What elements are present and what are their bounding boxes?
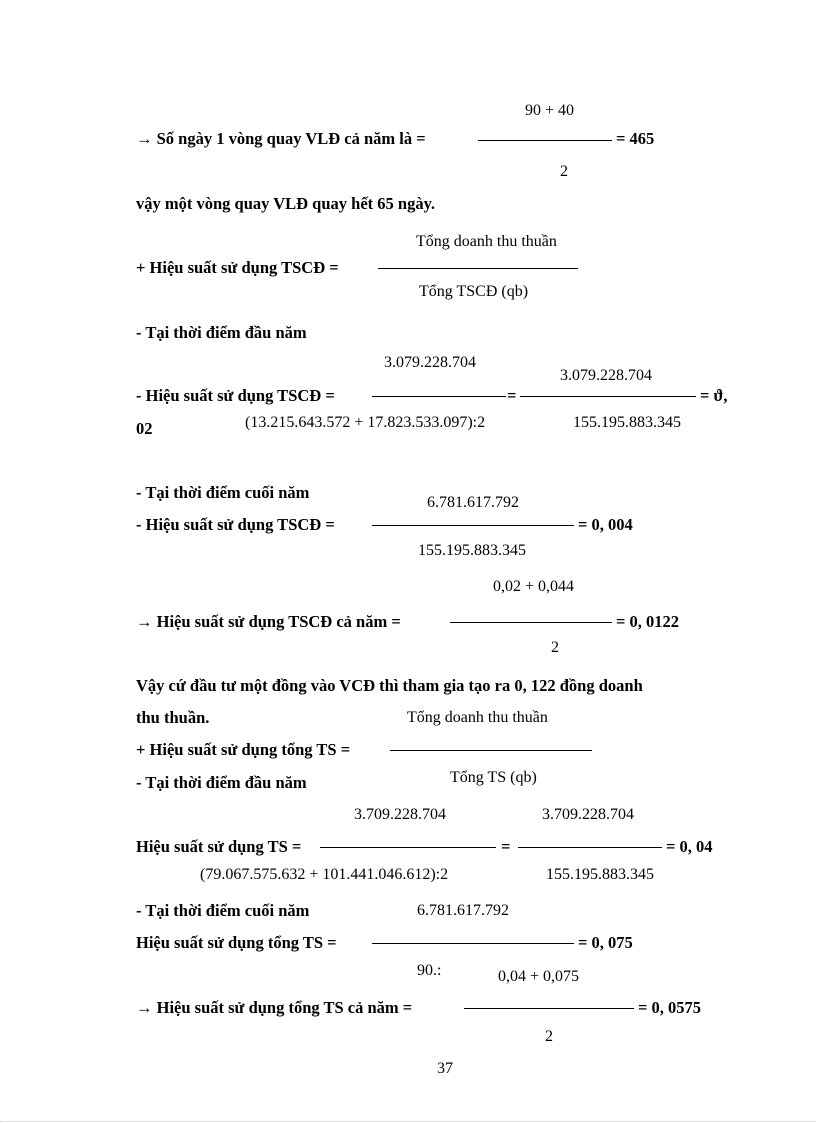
fraction-bar — [390, 750, 592, 751]
section-heading: - Tại thời điểm cuối năm — [136, 483, 310, 502]
paragraph-text: thu thuần. — [136, 708, 210, 727]
page-bottom-border — [0, 1121, 816, 1122]
fraction-denominator: 155.195.883.345 — [546, 866, 654, 883]
section-heading: - Tại thời điểm đầu năm — [136, 773, 307, 792]
formula-result: = 0, 04 — [666, 837, 713, 856]
formula-result-continuation: 02 — [136, 419, 153, 438]
fraction-numerator: 0,04 + 0,075 — [498, 968, 580, 985]
fraction-numerator: 90 + 40 — [525, 102, 575, 119]
fraction-numerator: 3.079.228.704 — [384, 354, 476, 371]
fraction-denominator: (13.215.643.572 + 17.823.533.097):2 — [245, 414, 486, 431]
formula-label: Hiệu suất sử dụng tổng TS = — [136, 933, 337, 952]
formula-result: = 0, 004 — [578, 515, 633, 534]
fraction-denominator: 2 — [545, 1028, 553, 1045]
fraction-denominator: (79.067.575.632 + 101.441.046.612):2 — [200, 866, 449, 883]
formula-label: - Hiệu suất sử dụng TSCĐ = — [136, 515, 335, 534]
fraction-numerator: Tổng doanh thu thuần — [416, 233, 557, 250]
section-heading: - Tại thời điểm cuối năm — [136, 901, 310, 920]
fraction-bar — [520, 396, 696, 397]
fraction-bar — [464, 1008, 634, 1009]
formula-result: = ϑ, — [700, 386, 728, 405]
fraction-denominator: Tổng TSCĐ (qb) — [419, 283, 529, 300]
fraction-numerator: 6.781.617.792 — [417, 902, 509, 919]
fraction-denominator: 155.195.883.345 — [418, 542, 526, 559]
equals-sign: = — [507, 386, 517, 405]
fraction-numerator: 3.709.228.704 — [542, 806, 634, 823]
fraction-bar — [518, 847, 662, 848]
fraction-denominator: 2 — [551, 639, 559, 656]
fraction-bar — [478, 140, 612, 141]
formula-label: - Hiệu suất sử dụng TSCĐ = — [136, 386, 335, 405]
formula-label: → Số ngày 1 vòng quay VLĐ cả năm là = — [136, 129, 426, 148]
page-number: 37 — [437, 1060, 453, 1077]
fraction-numerator: 6.781.617.792 — [427, 494, 519, 511]
formula-label: → Hiệu suất sử dụng tổng TS cả năm = — [136, 998, 413, 1017]
fraction-bar — [372, 396, 506, 397]
fraction-numerator: 3.709.228.704 — [354, 806, 446, 823]
fraction-numerator: Tổng doanh thu thuần — [407, 709, 548, 726]
fraction-denominator: 2 — [560, 163, 568, 180]
formula-result: = 0, 075 — [578, 933, 633, 952]
fraction-bar — [372, 943, 574, 944]
section-heading: - Tại thời điểm đầu năm — [136, 323, 307, 342]
formula-result: = 0, 0575 — [638, 998, 702, 1017]
formula-result: = 0, 0122 — [616, 612, 680, 631]
fraction-denominator: 90.: — [417, 962, 442, 979]
fraction-numerator: 0,02 + 0,044 — [493, 578, 575, 595]
formula-label: Hiệu suất sử dụng TS = — [136, 837, 302, 856]
fraction-denominator: Tổng TS (qb) — [450, 769, 537, 786]
formula-label: → Hiệu suất sử dụng TSCĐ cả năm = — [136, 612, 401, 631]
fraction-denominator: 155.195.883.345 — [573, 414, 681, 431]
formula-result: = 465 — [616, 129, 655, 148]
equals-sign: = — [501, 837, 511, 856]
fraction-bar — [372, 525, 574, 526]
paragraph-text: vậy một vòng quay VLĐ quay hết 65 ngày. — [136, 194, 436, 213]
fraction-numerator: 3.079.228.704 — [560, 367, 652, 384]
fraction-bar — [378, 268, 578, 269]
formula-label: + Hiệu suất sử dụng tổng TS = — [136, 740, 351, 759]
paragraph-text: Vậy cứ đầu tư một đồng vào VCĐ thì tham gia tạo ra 0, 122 đồng doanh — [136, 676, 643, 695]
formula-label: + Hiệu suất sử dụng TSCĐ = — [136, 258, 339, 277]
fraction-bar — [450, 622, 612, 623]
fraction-bar — [320, 847, 496, 848]
